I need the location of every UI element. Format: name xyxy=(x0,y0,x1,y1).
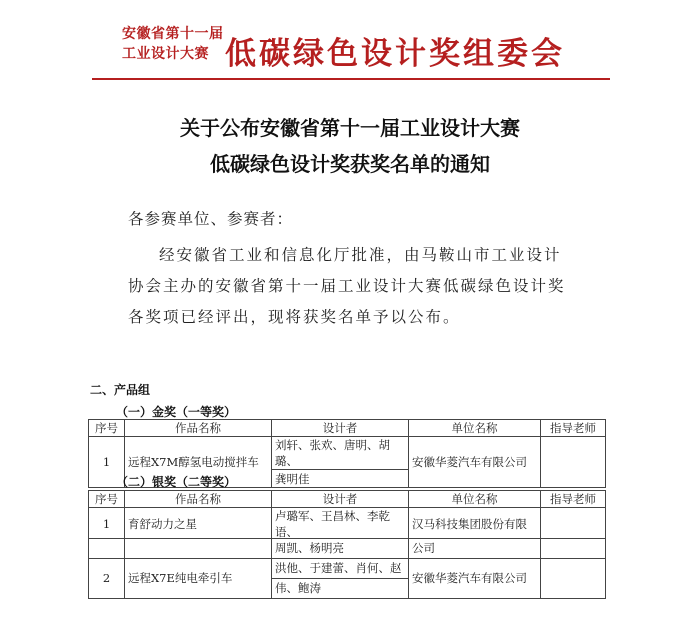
cell-designers: 刘轩、张欢、唐明、胡璐、 xyxy=(272,437,409,470)
cell-org: 安徽华菱汽车有限公司 xyxy=(409,559,541,599)
cell-designers-continued: 龚明佳 xyxy=(272,470,409,488)
salutation: 各参赛单位、参赛者： xyxy=(128,210,294,228)
col-header-work: 作品名称 xyxy=(125,491,272,508)
cell-no-empty xyxy=(89,539,125,559)
cell-work: 育舒动力之星 xyxy=(125,508,272,541)
letterhead-org-line1: 安徽省第十一届 xyxy=(122,26,224,42)
col-header-work: 作品名称 xyxy=(125,420,272,437)
cell-no: 2 xyxy=(89,559,125,599)
letterhead-org-line2: 工业设计大赛 xyxy=(122,46,209,62)
cell-org-continued: 公司 xyxy=(409,539,541,559)
silver-award-table xyxy=(88,490,606,540)
col-header-org: 单位名称 xyxy=(409,491,541,508)
col-header-no: 序号 xyxy=(89,491,125,508)
section-heading: 二、产品组 xyxy=(90,383,151,397)
letterhead-committee: 低碳绿色设计奖组委会 xyxy=(225,36,565,72)
table-row-continued xyxy=(89,539,606,559)
table-header-row xyxy=(89,420,606,437)
cell-teacher xyxy=(541,508,606,541)
col-header-designers: 设计者 xyxy=(272,491,409,508)
cell-designers: 卢璐军、王昌林、李乾语、 xyxy=(272,508,409,541)
table-row xyxy=(89,559,606,579)
col-header-teacher: 指导老师 xyxy=(541,491,606,508)
document-title-line2: 低碳绿色设计奖获奖名单的通知 xyxy=(210,152,490,176)
cell-no: 1 xyxy=(89,437,125,488)
cell-teacher xyxy=(541,437,606,488)
cell-work-empty xyxy=(125,539,272,559)
cell-designers-continued: 伟、鲍涛 xyxy=(272,579,409,599)
silver-award-heading: （二）银奖（二等奖） xyxy=(116,475,237,489)
cell-work: 远程X7M醇氢电动搅拌车 xyxy=(125,437,272,488)
cell-org: 汉马科技集团股份有限 xyxy=(409,508,541,541)
cell-designers-continued: 周凯、杨明亮 xyxy=(272,539,409,559)
cell-work: 远程X7E纯电牵引车 xyxy=(125,559,272,599)
cell-teacher-empty xyxy=(541,539,606,559)
letterhead-organization xyxy=(122,24,224,64)
letterhead xyxy=(92,14,612,78)
table-row xyxy=(89,508,606,541)
col-header-teacher: 指导老师 xyxy=(541,420,606,437)
col-header-no: 序号 xyxy=(89,420,125,437)
cell-designers: 洪他、于建蕾、肖何、赵 xyxy=(272,559,409,579)
table-header-row xyxy=(89,491,606,508)
silver-award-table-continued xyxy=(88,538,606,599)
table-row xyxy=(89,437,606,470)
document-title-line1: 关于公布安徽省第十一届工业设计大赛 xyxy=(180,116,520,140)
body-paragraph: 经安徽省工业和信息化厅批准，由马鞍山市工业设计协会主办的安徽省第十一届工业设计大赛低碳绿色设计奖各奖项已经评出，现将获奖名单予以公布。 xyxy=(128,246,566,326)
cell-org: 安徽华菱汽车有限公司 xyxy=(409,437,541,488)
col-header-designers: 设计者 xyxy=(272,420,409,437)
letterhead-rule xyxy=(92,78,610,80)
cell-teacher xyxy=(541,559,606,599)
col-header-org: 单位名称 xyxy=(409,420,541,437)
gold-award-heading: （一）金奖（一等奖） xyxy=(116,405,237,419)
cell-no: 1 xyxy=(89,508,125,541)
